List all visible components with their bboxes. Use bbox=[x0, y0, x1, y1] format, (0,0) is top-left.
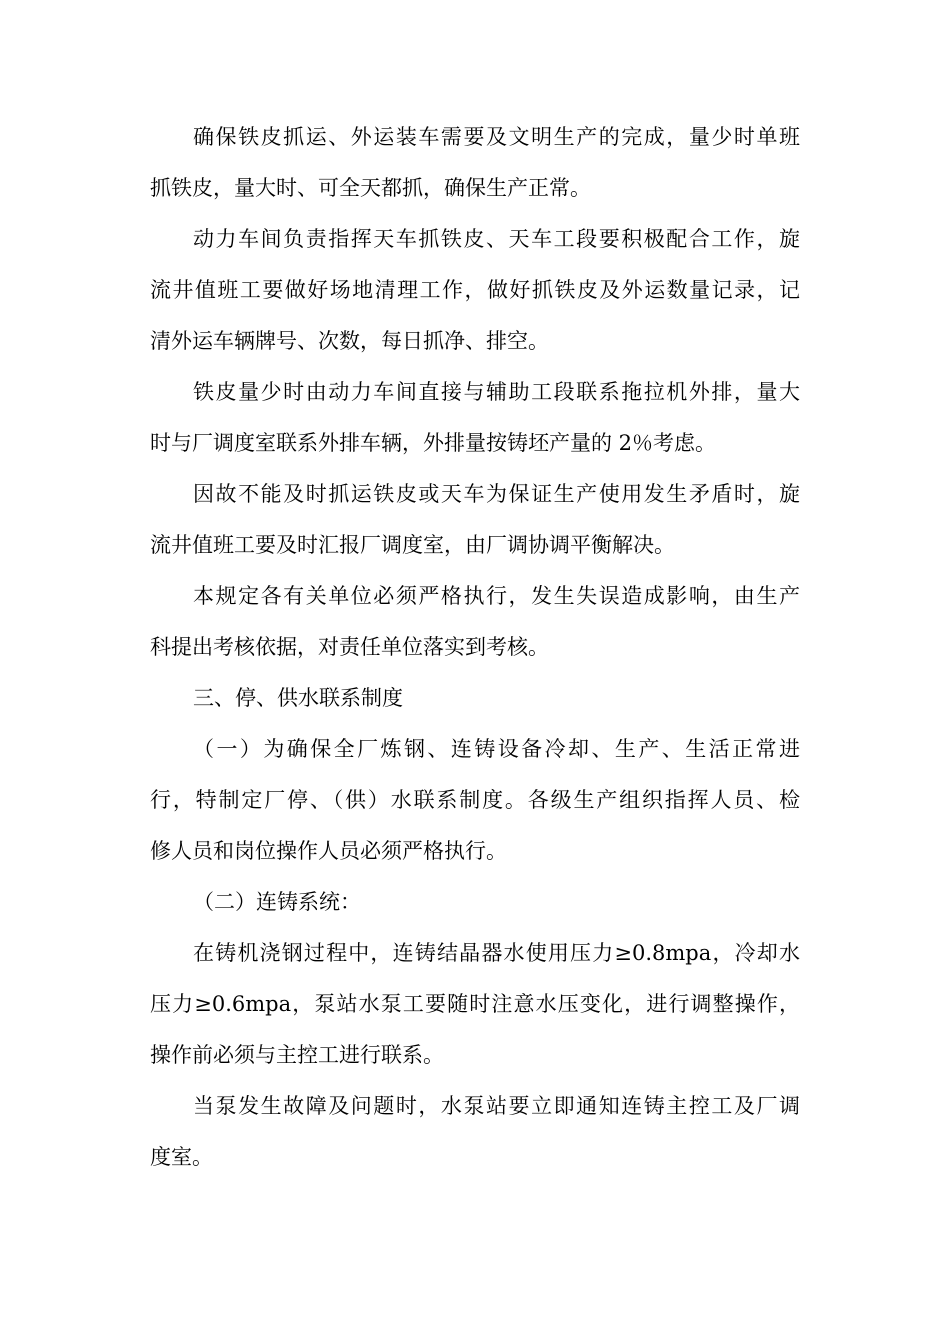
paragraph-line: 确保铁皮抓运、外运装车需要及文明生产的完成，量少时单班 bbox=[193, 125, 800, 149]
paragraph bbox=[150, 367, 800, 469]
paragraph bbox=[150, 571, 800, 673]
paragraph-line: 科提出考核依据，对责任单位落实到考核。 bbox=[150, 635, 549, 659]
paragraph-line: 在铸机浇钢过程中，连铸结晶器水使用压力≥0.8mpa，冷却水 bbox=[193, 941, 800, 965]
paragraph-line: 修人员和岗位操作人员必须严格执行。 bbox=[150, 839, 507, 863]
paragraph-line: 压力≥0.6mpa，泵站水泵工要随时注意水压变化，进行调整操作， bbox=[150, 992, 800, 1016]
paragraph-line: 抓铁皮，量大时、可全天都抓，确保生产正常。 bbox=[150, 176, 591, 200]
paragraph-line: 流井值班工要做好场地清理工作，做好抓铁皮及外运数量记录，记 bbox=[150, 278, 800, 302]
paragraph bbox=[150, 877, 800, 928]
paragraph-line: 铁皮量少时由动力车间直接与辅助工段联系拖拉机外排，量大 bbox=[193, 380, 800, 404]
paragraph-line: 清外运车辆牌号、次数，每日抓净、排空。 bbox=[150, 329, 549, 353]
paragraph-line: （一）为确保全厂炼钢、连铸设备冷却、生产、生活正常进 bbox=[193, 737, 800, 761]
paragraph-line: 当泵发生故障及问题时，水泵站要立即通知连铸主控工及厂调 bbox=[193, 1094, 800, 1118]
paragraph-line: 行，特制定厂停、（供）水联系制度。各级生产组织指挥人员、检 bbox=[150, 788, 800, 812]
paragraph-line: 因故不能及时抓运铁皮或天车为保证生产使用发生矛盾时，旋 bbox=[193, 482, 800, 506]
paragraph bbox=[150, 214, 800, 367]
paragraph-line: （二）连铸系统： bbox=[193, 890, 361, 914]
paragraph-line: 流井值班工要及时汇报厂调度室，由厂调协调平衡解决。 bbox=[150, 533, 675, 557]
paragraph-line: 本规定各有关单位必须严格执行，发生失误造成影响，由生产 bbox=[193, 584, 800, 608]
paragraph bbox=[150, 1081, 800, 1183]
paragraph bbox=[150, 673, 800, 724]
paragraph bbox=[150, 469, 800, 571]
paragraph-line: 时与厂调度室联系外排车辆，外排量按铸坯产量的 2％考虑。 bbox=[150, 431, 717, 455]
paragraph bbox=[150, 724, 800, 877]
paragraph-line: 动力车间负责指挥天车抓铁皮、天车工段要积极配合工作，旋 bbox=[193, 227, 800, 251]
document-body bbox=[150, 112, 800, 1183]
paragraph-line: 三、停、供水联系制度 bbox=[193, 686, 403, 710]
paragraph bbox=[150, 928, 800, 1081]
paragraph-line: 度室。 bbox=[150, 1145, 213, 1169]
paragraph bbox=[150, 112, 800, 214]
paragraph-line: 操作前必须与主控工进行联系。 bbox=[150, 1043, 444, 1067]
